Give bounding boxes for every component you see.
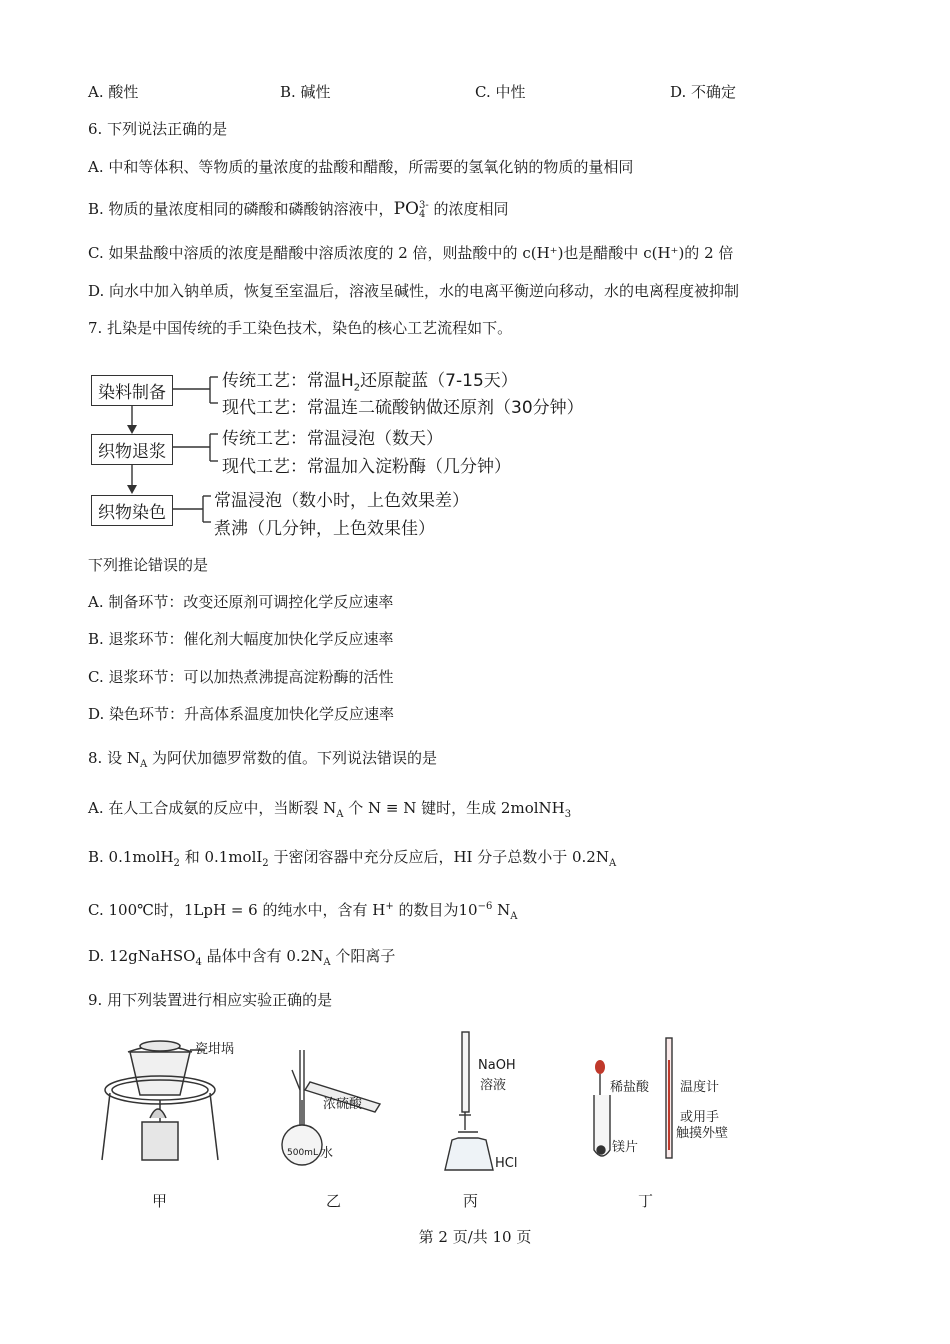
crucible-apparatus-drawing	[102, 1041, 218, 1160]
q8-d-post: 个阳离子	[330, 947, 396, 965]
label-naoh-solution: 溶液	[480, 1078, 507, 1093]
q6-option-a: A. 中和等体积、等物质的量浓度的盐酸和醋酸，所需要的氢氧化钠的物质的量相同	[88, 158, 634, 176]
titration-apparatus-drawing	[445, 1032, 493, 1170]
q8-a-mid: 个 N ≡ N 键时，生成 2molNH	[343, 799, 565, 817]
caption-ding: 丁	[638, 1192, 654, 1210]
q7-option-c: C. 退浆环节：可以加热煮沸提高淀粉酶的活性	[88, 668, 394, 686]
q8-b-sub3: A	[608, 858, 617, 869]
page-footer: 第 2 页/共 10 页	[418, 1228, 532, 1246]
flow-box1-modern: 现代工艺：常温连二硫酸钠做还原剂（30分钟）	[222, 398, 584, 418]
q7-option-b: B. 退浆环节：催化剂大幅度加快化学反应速率	[88, 630, 394, 648]
q7-sub-stem: 下列推论错误的是	[88, 556, 209, 574]
q8-stem-pre: 8. 设 N	[88, 749, 140, 767]
label-dilute-hcl: 稀盐酸	[610, 1080, 650, 1095]
caption-yi: 乙	[326, 1192, 342, 1210]
q8-d-pre: D. 12gNaHSO	[88, 947, 196, 965]
label-touch-2: 触摸外壁	[676, 1126, 729, 1141]
label-touch-1: 或用手	[680, 1110, 720, 1125]
q8-c-sup2: −6	[477, 901, 493, 912]
label-naoh: NaOH	[478, 1058, 516, 1073]
q6-option-b-end: 的浓度相同	[428, 200, 509, 218]
q8-c-mid: 的数目为10	[393, 901, 478, 919]
phosphate-sup: 3-	[418, 200, 429, 211]
q9-stem: 9. 用下列装置进行相应实验正确的是	[88, 991, 333, 1009]
q8-d-mid: 晶体中含有 0.2N	[201, 947, 324, 965]
q8-b-mid: 和 0.1molI	[179, 848, 263, 866]
caption-bing: 丙	[463, 1192, 479, 1210]
q5-option-a: A. 酸性	[88, 83, 139, 101]
q7-option-a: A. 制备环节：改变还原剂可调控化学反应速率	[88, 593, 394, 611]
caption-jia: 甲	[152, 1192, 168, 1210]
q8-stem-sub: A	[139, 759, 148, 770]
q8-b-sub: 2	[173, 858, 180, 869]
phosphate-sub: 4	[418, 209, 426, 220]
label-hcl: HCl	[495, 1156, 518, 1171]
label-thermometer: 温度计	[680, 1080, 720, 1095]
label-water: 水	[320, 1146, 334, 1161]
q6-option-d: D. 向水中加入钠单质，恢复至室温后，溶液呈碱性，水的电离平衡逆向移动，水的电离程度被抑制	[88, 282, 740, 300]
flow-box1-traditional-post: 还原靛蓝（7-15天）	[360, 371, 518, 391]
flow-box-dye-preparation: 染料制备	[91, 375, 173, 406]
q8-a-pre: A. 在人工合成氨的反应中，当断裂 N	[88, 799, 337, 817]
q8-c-sup: +	[385, 901, 394, 912]
q8-stem-post: 为阿伏加德罗常数的值。下列说法错误的是	[147, 749, 437, 767]
flow-box1-traditional-pre: 传统工艺：常温H	[222, 371, 354, 391]
flow-box2-modern: 现代工艺：常温加入淀粉酶（几分钟）	[222, 457, 511, 477]
q6-option-c: C. 如果盐酸中溶质的浓度是醋酸中溶质浓度的 2 倍，则盐酸中的 c(H⁺)也是醋酸中 c(H⁺)的 2 倍	[88, 244, 734, 262]
q8-a-sub2: 3	[564, 809, 572, 820]
q5-option-c: C. 中性	[475, 83, 526, 101]
q8-c-sub: A	[510, 911, 518, 922]
q8-d-sub: 4	[195, 957, 202, 968]
label-crucible: 瓷坩埚	[195, 1042, 235, 1057]
q8-d-sub2: A	[323, 957, 331, 968]
label-conc-sulfuric-acid: 浓硫酸	[323, 1097, 363, 1112]
q8-c-pre: C. 100℃时，1LpH = 6 的纯水中，含有 H	[88, 901, 386, 919]
q8-b-mid2: 于密闭容器中充分反应后，HI 分子总数小于 0.2N	[268, 848, 609, 866]
q8-b-sub2: 2	[262, 858, 269, 869]
q7-option-d: D. 染色环节：升高体系温度加快化学反应速率	[88, 705, 395, 723]
label-magnesium-strip: 镁片	[612, 1140, 639, 1155]
q7-stem: 7. 扎染是中国传统的手工染色技术，染色的核心工艺流程如下。	[88, 319, 513, 337]
q8-c-mid2: N	[492, 901, 511, 919]
q6-stem: 6. 下列说法正确的是	[88, 120, 228, 138]
phosphate-formula: PO	[393, 199, 419, 219]
q5-option-b: B. 碱性	[280, 83, 331, 101]
flow-box-dyeing: 织物染色	[91, 495, 173, 526]
label-flask-volume: 500mL	[287, 1148, 318, 1158]
flow-box3-boil: 煮沸（几分钟，上色效果佳）	[214, 519, 435, 539]
flow-box1-traditional-sub: 2	[353, 382, 361, 394]
q8-b-pre: B. 0.1molH	[88, 848, 174, 866]
q6-option-b-text: B. 物质的量浓度相同的磷酸和磷酸钠溶液中，	[88, 200, 394, 218]
flow-box3-soak: 常温浸泡（数小时，上色效果差）	[214, 491, 469, 511]
flow-box2-traditional: 传统工艺：常温浸泡（数天）	[222, 429, 443, 449]
q8-a-sub: A	[336, 809, 344, 820]
flow-box-desizing: 织物退浆	[91, 434, 173, 465]
q5-option-d: D. 不确定	[670, 83, 737, 101]
